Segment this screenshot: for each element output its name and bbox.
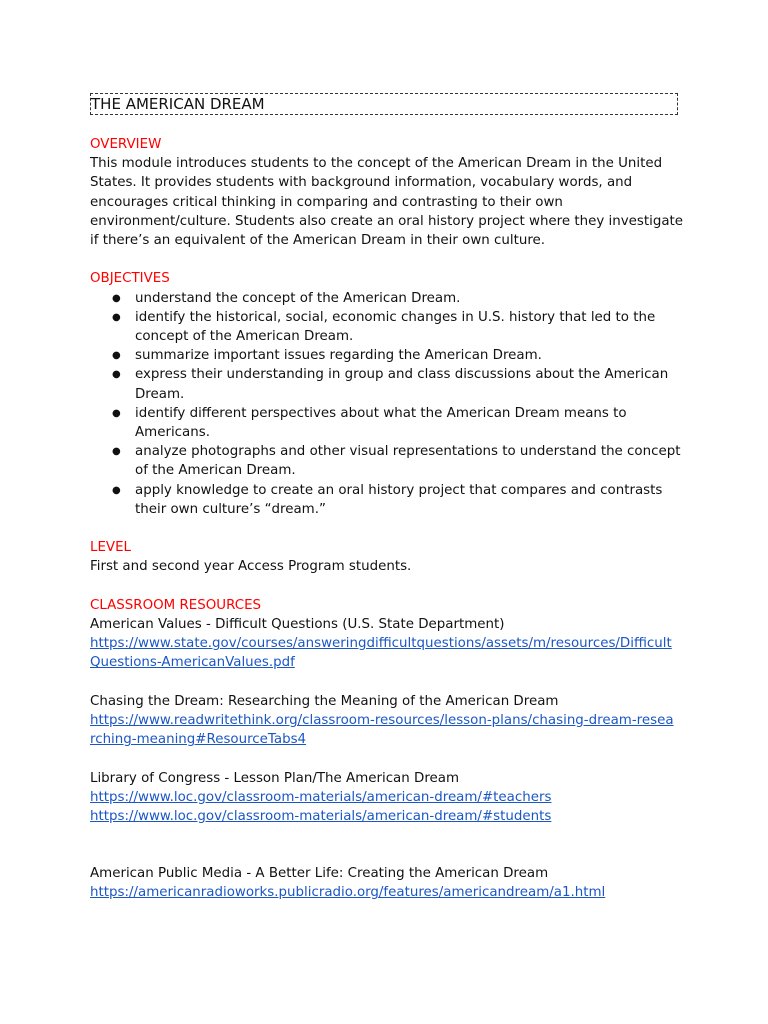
objective-item: ● understand the concept of the American Dream. bbox=[135, 289, 690, 308]
document-content bbox=[90, 93, 690, 903]
resource-link[interactable]: https://www.loc.gov/classroom-materials/american-dream/#teachers bbox=[90, 789, 552, 805]
objectives-list bbox=[90, 289, 690, 519]
level-text: First and second year Access Program students. bbox=[90, 559, 412, 575]
resource-link[interactable]: https://www.state.gov/courses/answeringdifficultquestions/assets/m/resources/DifficultQuestions-AmericanValues.pdf bbox=[90, 636, 672, 671]
document-title[interactable]: THE AMERICAN DREAM bbox=[90, 93, 678, 115]
resource-title: Chasing the Dream: Researching the Meaning of the American Dream bbox=[90, 693, 559, 709]
objective-item: ● express their understanding in group and class discussions about the American Dream. bbox=[135, 365, 690, 403]
objective-item: ● identify the historical, social, economic changes in U.S. history that led to the concept of the American Dream. bbox=[135, 308, 690, 346]
objective-item: ● identify different perspectives about what the American Dream means to Americans. bbox=[135, 404, 690, 442]
resource-title: American Public Media - A Better Life: Creating the American Dream bbox=[90, 866, 549, 882]
overview-heading: OVERVIEW bbox=[90, 137, 162, 152]
objective-item: ● summarize important issues regarding the American Dream. bbox=[135, 346, 690, 365]
resources-heading: CLASSROOM RESOURCES bbox=[90, 597, 262, 613]
objectives-heading: OBJECTIVES bbox=[90, 271, 170, 287]
resource-title: Library of Congress - Lesson Plan/The American Dream bbox=[90, 770, 460, 786]
resource-title: American Values - Difficult Questions (U.S. State Department) bbox=[90, 617, 505, 633]
objective-item: ● analyze photographs and other visual representations to understand the concept of the American Dream. bbox=[135, 442, 690, 480]
overview-text: This module introduces students to the concept of the American Dream in the United States. It provides students with background information, vocabulary words, and encourages critical thinking in comparing and contrasting to their own environment/culture. Students also create an oral history project where they investigate if there’s an equivalent of the American Dream in their own culture. bbox=[90, 156, 684, 249]
objective-item: ● apply knowledge to create an oral history project that compares and contrasts their own culture’s “dream.” bbox=[135, 481, 690, 519]
level-heading: LEVEL bbox=[90, 540, 132, 556]
resource-link[interactable]: https://americanradioworks.publicradio.org/features/americandream/a1.html bbox=[90, 885, 606, 901]
resource-link[interactable]: https://www.readwritethink.org/classroom-resources/lesson-plans/chasing-dream-researching-meaning#ResourceTabs4 bbox=[90, 713, 674, 748]
resource-link[interactable]: https://www.loc.gov/classroom-materials/american-dream/#students bbox=[90, 809, 552, 825]
